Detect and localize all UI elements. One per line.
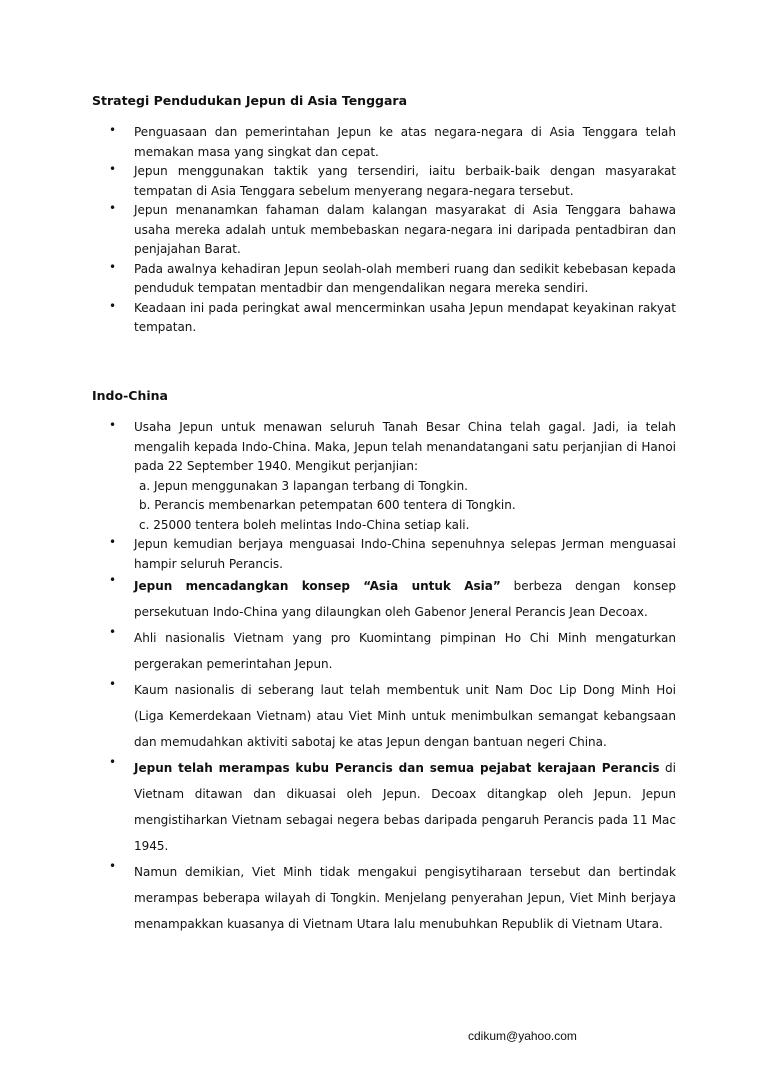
sub-item: a. Jepun menggunakan 3 lapangan terbang di Tongkin. — [139, 478, 468, 493]
bullet-icon: • — [109, 625, 117, 639]
list-item — [0, 859, 768, 937]
strategi-bullet-list — [0, 123, 768, 338]
list-item — [0, 418, 768, 535]
list-item — [0, 535, 768, 574]
bullet-icon: • — [109, 123, 117, 137]
indochina-bullet-list-a — [0, 418, 768, 574]
section-heading-strategi: Strategi Pendudukan Jepun di Asia Tenggara — [92, 93, 408, 108]
bullet-icon: • — [109, 859, 117, 873]
bullet-intro: Usaha Jepun untuk menawan seluruh Tanah Besar China telah gagal. Jadi, ia telah mengalih kepada Indo-China. Maka, Jepun telah menandatangani satu perjanjian di Hanoi pada 22 September 1940. Mengikut perjanjian: — [134, 420, 676, 473]
bullet-text — [134, 755, 676, 859]
bullet-icon: • — [109, 418, 117, 432]
list-item — [0, 162, 768, 201]
bullet-icon: • — [109, 677, 117, 691]
list-item — [0, 625, 768, 677]
bullet-icon: • — [109, 201, 117, 215]
section-heading-indo-china: Indo-China — [92, 388, 168, 403]
bullet-text: Jepun menggunakan taktik yang tersendiri, iaitu berbaik-baik dengan masyarakat tempatan di Asia Tenggara sebelum menyerang negara-negara tersebut. — [134, 164, 676, 198]
bullet-text: Jepun menanamkan fahaman dalam kalangan masyarakat di Asia Tenggara bahawa usaha mereka adalah untuk membebaskan negara-negara ini daripada pentadbiran dan penjajahan Barat. — [134, 203, 676, 256]
footer-email: cdikum@yahoo.com — [468, 1029, 577, 1043]
list-item — [0, 201, 768, 260]
bullet-text: Kaum nasionalis di seberang laut telah membentuk unit Nam Doc Lip Dong Minh Hoi (Liga Kemerdekaan Vietnam) atau Viet Minh untuk menimbulkan semangat kebangsaan dan memudahkan aktiviti sabotaj ke atas Jepun dengan bantuan negeri China. — [134, 683, 676, 749]
bullet-icon: • — [109, 298, 117, 313]
bullet-icon: • — [109, 535, 117, 549]
bullet-text: Ahli nasionalis Vietnam yang pro Kuomintang pimpinan Ho Chi Minh mengaturkan pergerakan pemerintahan Jepun. — [134, 631, 676, 671]
list-item — [0, 755, 768, 859]
bullet-icon: • — [109, 755, 117, 769]
bold-phrase: Jepun mencadangkan konsep “Asia untuk Asia” — [134, 579, 501, 593]
bullet-rest: di Vietnam ditawan dan dikuasai oleh Jepun. Decoax ditangkap oleh Jepun. Jepun mengistiharkan Vietnam sebagai negera bebas daripada pengaruh Perancis pada 11 Mac 1945. — [134, 761, 677, 853]
bullet-icon: • — [109, 162, 117, 176]
list-item — [0, 573, 768, 625]
sub-item: c. 25000 tentera boleh melintas Indo-China setiap kali. — [139, 517, 470, 532]
bullet-icon: • — [109, 259, 117, 274]
bullet-text — [134, 573, 676, 625]
list-item — [0, 260, 768, 299]
list-item — [0, 299, 768, 338]
bullet-text: Namun demikian, Viet Minh tidak mengakui pengisytiharaan tersebut dan bertindak merampas beberapa wilayah di Tongkin. Menjelang penyerahan Jepun, Viet Minh berjaya menampakkan kuasanya di Vietnam Utara lalu menubuhkan Republik di Vietnam Utara. — [134, 865, 676, 931]
bullet-text — [134, 418, 676, 535]
sub-item: b. Perancis membenarkan petempatan 600 tentera di Tongkin. — [139, 498, 516, 512]
bullet-text: Keadaan ini pada peringkat awal mencerminkan usaha Jepun mendapat keyakinan rakyat tempatan. — [134, 300, 676, 334]
bold-phrase: Jepun telah merampas kubu Perancis dan semua pejabat kerajaan Perancis — [134, 761, 660, 775]
indochina-bullet-list-b — [0, 573, 768, 937]
bullet-rest: berbeza dengan konsep persekutuan Indo-China yang dilaungkan oleh Gabenor Jeneral Perancis Jean Decoax. — [134, 579, 676, 619]
bullet-icon: • — [109, 573, 117, 587]
bullet-text: Penguasaan dan pemerintahan Jepun ke atas negara-negara di Asia Tenggara telah memakan masa yang singkat dan cepat. — [134, 125, 676, 159]
bullet-text: Jepun kemudian berjaya menguasai Indo-China sepenuhnya selepas Jerman menguasai hampir seluruh Perancis. — [134, 537, 676, 571]
list-item — [0, 123, 768, 162]
bullet-text: Pada awalnya kehadiran Jepun seolah-olah memberi ruang dan sedikit kebebasan kepada penduduk tempatan mentadbir dan mengendalikan negara mereka sendiri. — [134, 261, 676, 295]
list-item — [0, 677, 768, 755]
